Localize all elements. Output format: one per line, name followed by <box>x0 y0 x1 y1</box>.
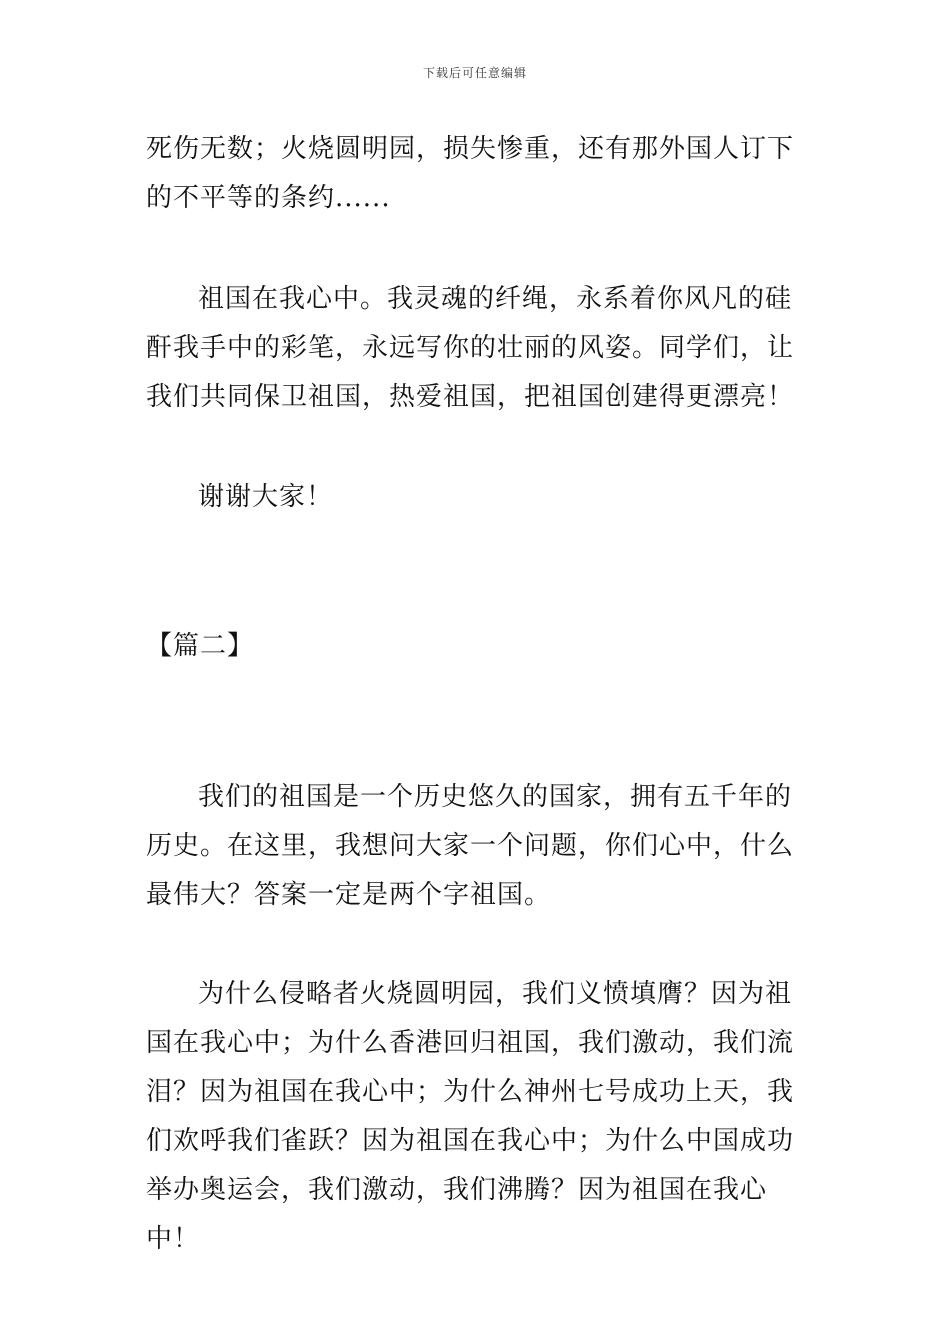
page-header-note: 下载后可任意编辑 <box>422 66 527 80</box>
paragraph-motherland-in-heart: 祖国在我心中。我灵魂的纤绳，永系着你风凡的硅酐我手中的彩笔，永远写你的壮丽的风姿。同学们，让我们共同保卫祖国，热爱祖国，把祖国创建得更漂亮！ <box>146 284 795 412</box>
paragraph-why-questions: 为什么侵略者火烧圆明园，我们义愤填膺？因为祖国在我心中；为什么香港回归祖国，我们激动，我们流泪？因为祖国在我心中；为什么神州七号成功上天，我们欢呼我们雀跃？因为祖国在我心中；为什么中国成功举办奥运会，我们激动，我们沸腾？因为祖国在我心中！ <box>146 979 795 1254</box>
paragraph-continuation: 死伤无数；火烧圆明园，损失惨重，还有那外国人订下的不平等的条约...... <box>146 134 795 213</box>
paragraph-history: 我们的祖国是一个历史悠久的国家，拥有五千年的历史。在这里，我想问大家一个问题，你们心中，什么最伟大？答案一定是两个字祖国。 <box>146 782 795 910</box>
section-heading-part-two: 【篇二】 <box>146 631 255 661</box>
paragraph-thanks: 谢谢大家！ <box>198 482 334 512</box>
